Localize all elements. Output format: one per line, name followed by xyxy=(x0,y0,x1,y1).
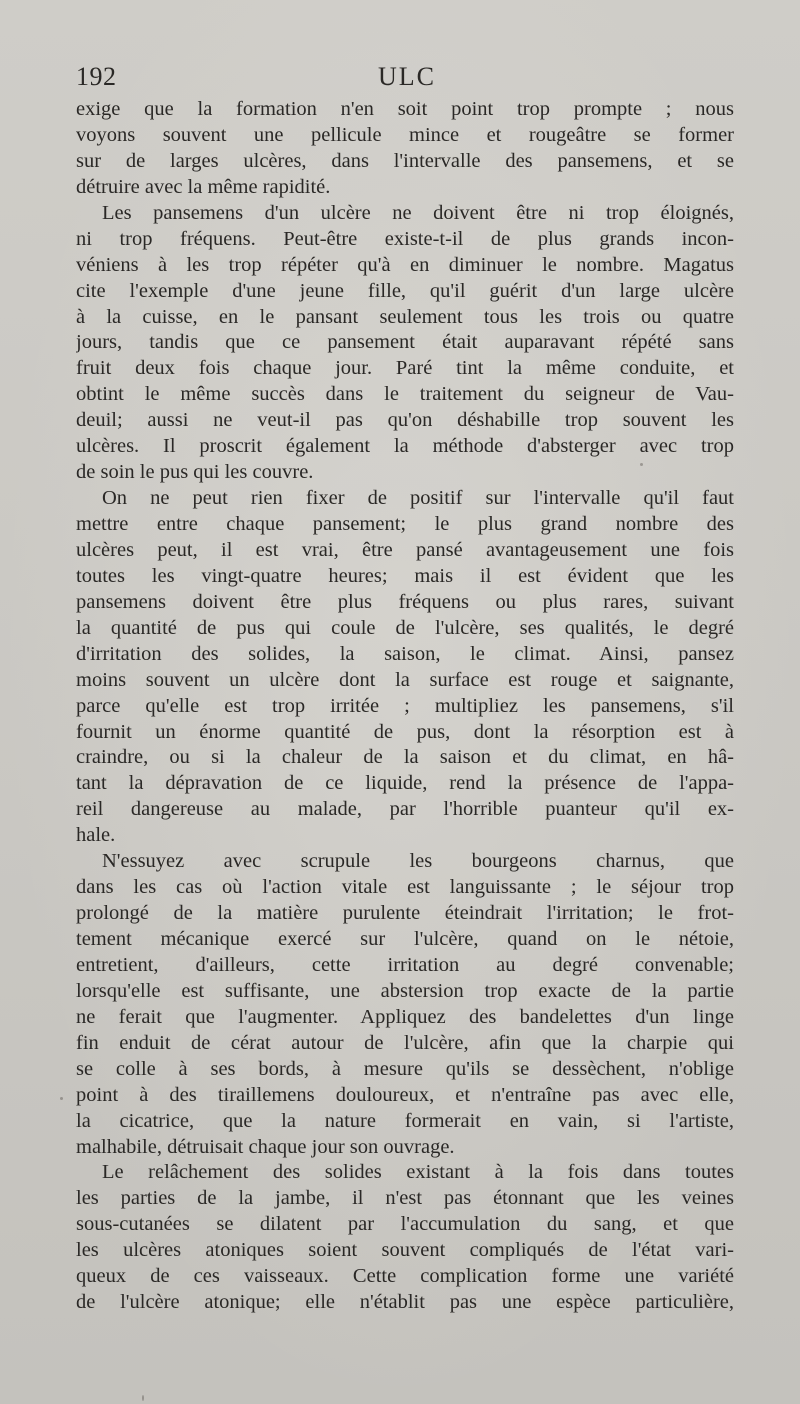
text-line: à la cuisse, en le pansant seulement tous les trois ou quatre xyxy=(76,305,734,328)
paragraph xyxy=(76,201,734,486)
paragraph xyxy=(76,486,734,849)
text-line: hale. xyxy=(76,824,116,847)
text-line: ne ferait que l'augmenter. Appliquez des bandelettes d'un linge xyxy=(76,1005,734,1028)
running-head: ULC xyxy=(378,62,436,91)
ink-speck xyxy=(60,1097,63,1100)
text-line: N'essuyez avec scrupule les bourgeons charnus, que xyxy=(102,850,734,873)
text-line: de soin le pus qui les couvre. xyxy=(76,461,314,484)
text-line: fruit deux fois chaque jour. Paré tint la même conduite, et xyxy=(76,357,734,380)
paragraph xyxy=(76,97,734,201)
text-line: exige que la formation n'en soit point trop prompte ; nous xyxy=(76,98,734,120)
text-line: jours, tandis que ce pansement était auparavant répété sans xyxy=(76,331,734,354)
page-header xyxy=(76,62,738,96)
text-line: lorsqu'elle est suffisante, une abstersion trop exacte de la partie xyxy=(76,979,734,1002)
text-line: obtint le même succès dans le traitement du seigneur de Vau- xyxy=(76,383,734,406)
text-line: fin enduit de cérat autour de l'ulcère, afin que la charpie qui xyxy=(76,1031,734,1054)
page-number: 192 xyxy=(76,62,117,91)
text-line: la quantité de pus qui coule de l'ulcère, ses qualités, le degré xyxy=(76,616,734,639)
text-line: sous-cutanées se dilatent par l'accumulation du sang, et que xyxy=(76,1213,734,1236)
body-text xyxy=(76,97,734,1316)
text-line: parce qu'elle est trop irritée ; multipliez les pansemens, s'il xyxy=(76,694,734,717)
text-line: voyons souvent une pellicule mince et rougeâtre se former xyxy=(76,123,734,146)
text-line: dans les cas où l'action vitale est languissante ; le séjour trop xyxy=(76,876,734,899)
text-line: reil dangereuse au malade, par l'horrible puanteur qu'il ex- xyxy=(76,798,734,821)
text-line: prolongé de la matière purulente éteindrait l'irritation; le frot- xyxy=(76,902,734,925)
text-line: de l'ulcère atonique; elle n'établit pas une espèce particulière, xyxy=(76,1291,734,1314)
text-line: ulcères peut, il est vrai, être pansé avantageusement une fois xyxy=(76,538,734,561)
text-line: cite l'exemple d'une jeune fille, qu'il guérit d'un large ulcère xyxy=(76,279,734,302)
text-line: Le relâchement des solides existant à la fois dans toutes xyxy=(102,1161,734,1184)
text-line: pansemens doivent être plus fréquens ou plus rares, suivant xyxy=(76,590,734,613)
text-line: tement mécanique exercé sur l'ulcère, quand on le nétoie, xyxy=(76,928,734,950)
ink-speck xyxy=(640,463,643,466)
text-line: d'irritation des solides, la saison, le climat. Ainsi, pansez xyxy=(76,642,734,665)
paragraph xyxy=(76,849,734,1160)
ink-speck xyxy=(142,1395,144,1401)
text-line: ni trop fréquens. Peut-être existe-t-il de plus grands incon- xyxy=(76,227,734,250)
text-line: moins souvent un ulcère dont la surface est rouge et saignante, xyxy=(76,668,734,691)
text-line: détruire avec la même rapidité. xyxy=(76,175,331,198)
text-line: les ulcères atoniques soient souvent compliqués de l'état vari- xyxy=(76,1239,734,1262)
text-line: On ne peut rien fixer de positif sur l'intervalle qu'il faut xyxy=(102,487,734,510)
text-line: point à des tiraillemens douloureux, et n'entraîne pas avec elle, xyxy=(76,1083,734,1106)
text-line: les parties de la jambe, il n'est pas étonnant que les veines xyxy=(76,1187,734,1210)
text-line: tant la dépravation de ce liquide, rend la présence de l'appa- xyxy=(76,772,734,795)
text-line: fournit un énorme quantité de pus, dont la résorption est à xyxy=(76,720,734,743)
text-line: sur de larges ulcères, dans l'intervalle des pansemens, et se xyxy=(76,149,734,172)
text-line: malhabile, détruisait chaque jour son ouvrage. xyxy=(76,1135,455,1158)
text-line: la cicatrice, que la nature formerait en vain, si l'artiste, xyxy=(76,1109,734,1132)
text-line: queux de ces vaisseaux. Cette complication forme une variété xyxy=(76,1265,734,1288)
text-line: deuil; aussi ne veut-il pas qu'on déshabille trop souvent les xyxy=(76,409,734,432)
text-line: toutes les vingt-quatre heures; mais il est évident que les xyxy=(76,564,734,587)
text-line: Les pansemens d'un ulcère ne doivent être ni trop éloignés, xyxy=(102,201,734,224)
text-line: se colle à ses bords, à mesure qu'ils se dessèchent, n'oblige xyxy=(76,1057,734,1080)
text-line: mettre entre chaque pansement; le plus grand nombre des xyxy=(76,513,734,535)
text-line: véniens à les trop répéter qu'à en diminuer le nombre. Magatus xyxy=(76,253,734,276)
text-line: craindre, ou si la chaleur de la saison et du climat, en hâ- xyxy=(76,746,734,769)
paragraph xyxy=(76,1160,734,1316)
text-line: ulcères. Il proscrit également la méthode d'absterger avec trop xyxy=(76,435,734,458)
text-line: entretient, d'ailleurs, cette irritation au degré convenable; xyxy=(76,953,734,976)
